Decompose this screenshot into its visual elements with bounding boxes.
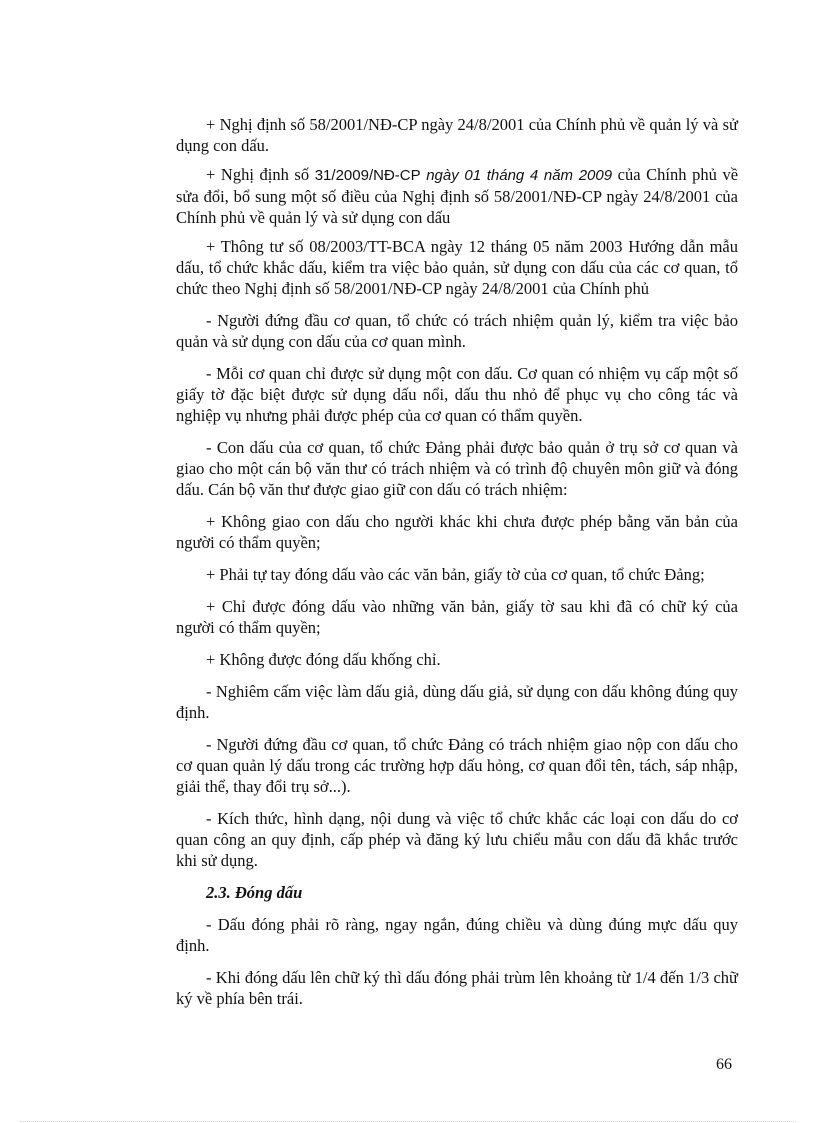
decree-31-prefix: + Nghị định số: [206, 165, 315, 184]
paragraph-return-seal: - Người đứng đầu cơ quan, tổ chức Đảng có trách nhiệm giao nộp con dấu cho cơ quan quản lý dấu trong các trường hợp dấu hỏng, cơ quan đổi tên, tách, sáp nhập, giải thể, thay đổi trụ sở...).: [176, 735, 738, 796]
paragraph-one-seal: - Mỗi cơ quan chỉ được sử dụng một con dấu. Cơ quan có nhiệm vụ cấp một số giấy tờ đặc biệt được sử dụng dấu nổi, dấu thu nhỏ để phục vụ cho công tác và nghiệp vụ nhưng phải được phép của cơ quan có thẩm quyền.: [176, 364, 738, 425]
paragraph-head-responsibility: - Người đứng đầu cơ quan, tổ chức có trách nhiệm quản lý, kiểm tra việc bảo quản và sử dụng con dấu của cơ quan mình.: [176, 311, 738, 351]
paragraph-self-stamp: + Phải tự tay đóng dấu vào các văn bản, giấy tờ của cơ quan, tổ chức Đảng;: [206, 565, 705, 584]
decree-31-date: ngày 01 tháng 4 năm 2009: [426, 167, 613, 184]
document-body: [176, 114, 738, 1020]
paragraph-stamp-clear: - Dấu đóng phải rõ ràng, ngay ngắn, đúng chiều và dùng đúng mực dấu quy định.: [176, 915, 738, 955]
decree-31-suffix: của Chính phủ về sửa đổi, bổ sung một số điều của Nghị định số 58/2001/NĐ-CP ngày 24/8/2001 của Chính phủ về quản lý và sử dụng con dấu: [176, 165, 739, 227]
decree-31-code: 31/2009/NĐ-CP: [314, 167, 421, 184]
paragraph-decree-31: [176, 164, 738, 228]
paragraph-seal-specs: - Kích thức, hình dạng, nội dung và việc tổ chức khắc các loại con dấu do cơ quan công an quy định, cấp phép và đăng ký lưu chiểu mẫu con dấu đã khắc trước khi sử dụng.: [176, 809, 738, 870]
paragraph-no-fake-seal: - Nghiêm cấm việc làm dấu giả, dùng dấu giả, sử dụng con dấu không đúng quy định.: [176, 682, 738, 722]
section-heading: 2.3. Đóng dấu: [206, 883, 303, 902]
paragraph-circular-08: + Thông tư số 08/2003/TT-BCA ngày 12 tháng 05 năm 2003 Hướng dẫn mẫu dấu, tổ chức khắc dấu, kiểm tra việc bảo quản, sử dụng con dấu của các cơ quan, tổ chức theo Nghị định số 58/2001/NĐ-CP ngày 24/8/2001 của Chính phủ: [176, 237, 738, 298]
paragraph-no-blank-stamp: + Không được đóng dấu khống chỉ.: [206, 650, 441, 669]
page-bottom-divider: [20, 1121, 796, 1122]
paragraph-seal-custody: - Con dấu của cơ quan, tổ chức Đảng phải được bảo quản ở trụ sở cơ quan và giao cho một cán bộ văn thư có trách nhiệm và có trình độ chuyên môn giữ và đóng dấu. Cán bộ văn thư được giao giữ con dấu có trách nhiệm:: [176, 438, 738, 499]
paragraph-no-handover: + Không giao con dấu cho người khác khi chưa được phép bằng văn bản của người có thẩm quyền;: [176, 512, 738, 552]
paragraph-after-signature: + Chỉ được đóng dấu vào những văn bản, giấy tờ sau khi đã có chữ ký của người có thẩm quyền;: [176, 597, 738, 637]
paragraph-decree-58: + Nghị định số 58/2001/NĐ-CP ngày 24/8/2001 của Chính phủ về quản lý và sử dụng con dấu.: [176, 115, 738, 155]
page-number: 66: [716, 1056, 732, 1073]
paragraph-stamp-over-signature: - Khi đóng dấu lên chữ ký thì dấu đóng phải trùm lên khoảng từ 1/4 đến 1/3 chữ ký về phía bên trái.: [176, 968, 738, 1008]
